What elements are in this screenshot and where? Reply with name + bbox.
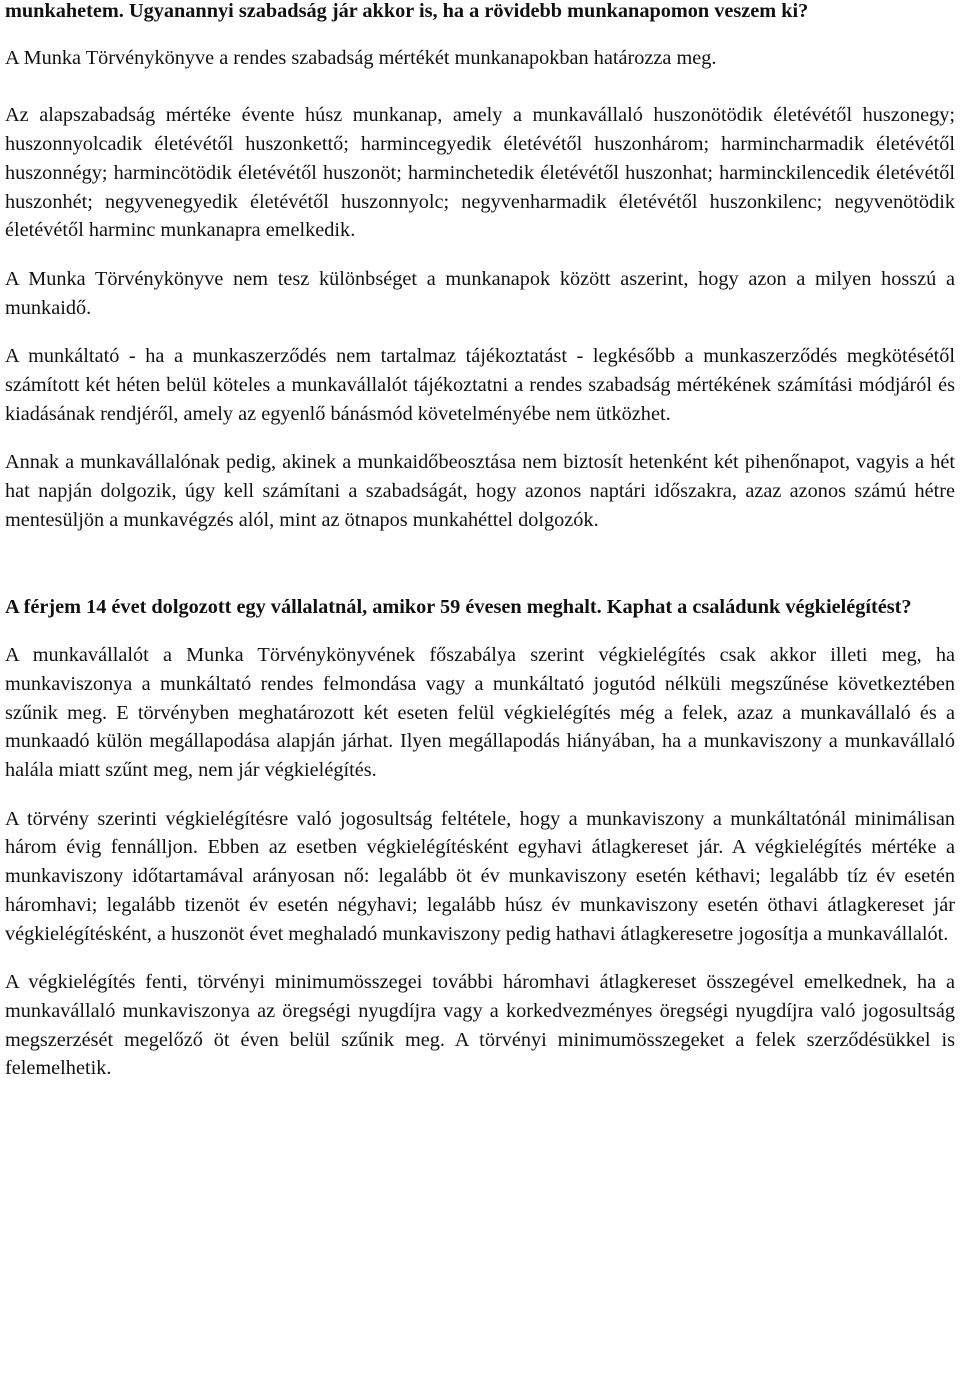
paragraph-severance-amounts: A törvény szerinti végkielégítésre való jogosultság feltétele, hogy a munkaviszony a munkáltatónál minimálisan három évig fennálljon. Ebben az esetben végkielégítésként egyhavi átlagkereset jár. A végkielégítés mértéke a munkaviszony időtartamával arányosan nő: legalább öt év munkaviszony esetén kéthavi; legalább tíz év esetén háromhavi; legalább tizenöt év esetén négyhavi; legalább húsz év munkaviszony esetén öthavi átlagkereset jár végkielégítésként, a huszonöt évet meghaladó munkaviszony pedig hathavi átlagkeresetre jogosítja a munkavállalót.	[5, 807, 955, 945]
intro-question: munkahetem. Ugyanannyi szabadság jár akkor is, ha a rövidebb munkanapomon veszem ki?	[5, 0, 809, 22]
paragraph-severance-increase: A végkielégítés fenti, törvényi minimumösszegei további háromhavi átlagkereset összegével emelkednek, ha a munkavállaló munkaviszonya az öregségi nyugdíjra vagy a korkedvezményes öregségi nyugdíjra való jogosultság megszerzését megelőző öt éven belül szűnik meg. A törvényi minimumösszegeket a felek szerződésükkel is felemelhetik.	[5, 971, 955, 1080]
paragraph-base-leave: Az alapszabadság mértéke évente húsz munkanap, amely a munkavállaló huszonötödik életévétől huszonegy; huszonnyolcadik életévétől huszonkettő; harmincegyedik életévétől huszonhárom; harmincharmadik életévétől huszonnégy; harmincötödik életévétől huszonöt; harminchetedik életévétől huszonhat; harminckilencedik életévétől huszonhét; negyvenegyedik életévétől huszonnyolc; negyvenharmadik életévétől huszonkilenc; negyvenötödik életévétől harminc munkanapra emelkedik.	[5, 104, 955, 242]
question-severance: A férjem 14 évet dolgozott egy vállalatnál, amikor 59 évesen meghalt. Kaphat a családunk végkielégítést?	[5, 595, 912, 618]
document-page	[5, 0, 955, 1083]
paragraph-six-day-week: Annak a munkavállalónak pedig, akinek a munkaidőbeosztása nem biztosít hetenként két pihenőnapot, vagyis a hét hat napján dolgozik, úgy kell számítani a szabadságát, hogy azonos naptári időszakra, azaz azonos számú hétre mentesüljön a munkavégzés alól, mint az ötnapos munkahéttel dolgozók.	[5, 451, 955, 531]
paragraph-severance-main-rule: A munkavállalót a Munka Törvénykönyvének főszabálya szerint végkielégítés csak akkor illeti meg, ha munkaviszonya a munkáltató rendes felmondása vagy a munkáltató jogutód nélküli megszűnése következtében szűnik meg. E törvényben meghatározott két eseten felül végkielégítés még a felek, azaz a munkavállaló és a munkaadó külön megállapodása alapján járhat. Ilyen megállapodás hiányában, ha a munkaviszony a munkavállaló halála miatt szűnt meg, nem jár végkielégítés.	[5, 644, 955, 782]
paragraph-unit-definition: A Munka Törvénykönyve a rendes szabadság mértékét munkanapokban határozza meg.	[5, 46, 717, 69]
paragraph-no-distinction: A Munka Törvénykönyve nem tesz különbséget a munkanapok között aszerint, hogy azon a milyen hosszú a munkaidő.	[5, 267, 955, 319]
paragraph-employer-information: A munkáltató - ha a munkaszerződés nem tartalmaz tájékoztatást - legkésőbb a munkaszerződés megkötésétől számított két héten belül köteles a munkavállalót tájékoztatni a rendes szabadság mértékének számítási módjáról és kiadásának rendjéről, amely az egyenlő bánásmód követelményébe nem ütközhet.	[5, 345, 955, 425]
